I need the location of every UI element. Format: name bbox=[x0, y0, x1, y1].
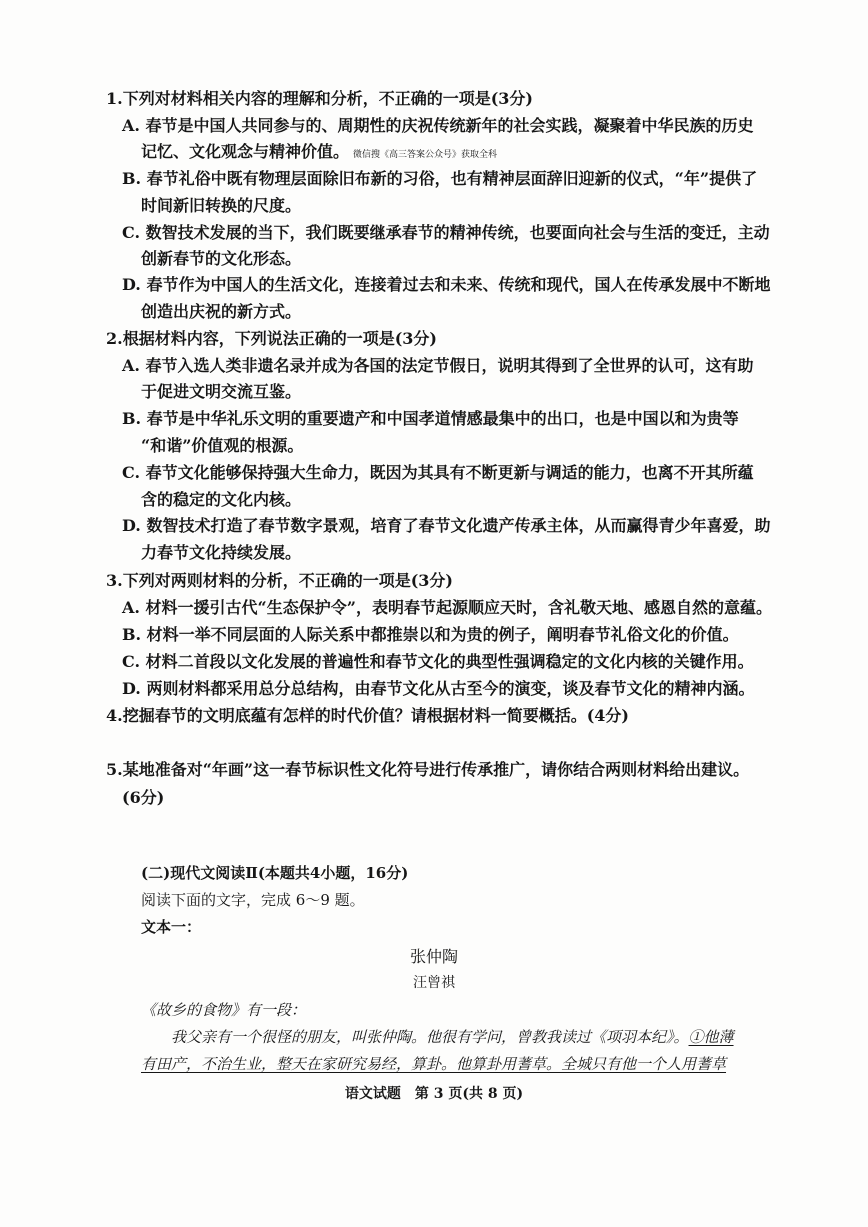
article-title: 张仲陶 bbox=[409, 947, 458, 966]
underlined-sentence-start: ①他薄 bbox=[688, 1028, 734, 1046]
q1-option-d-line2: 创造出庆祝的新方式。 bbox=[141, 302, 302, 321]
q1-option-c-line1: C. 数智技术发展的当下，我们既要继承春节的精神传统，也要面向社会与生活的变迁，主动 bbox=[122, 223, 770, 242]
article-author: 汪曾祺 bbox=[413, 975, 455, 991]
question-4-stem: 4.挖掘春节的文明底蕴有怎样的时代价值？请根据材料一简要概括。(4分) bbox=[106, 706, 629, 725]
q3-option-c: C. 材料二首段以文化发展的普遍性和春节文化的典型性强调稳定的文化内核的关键作用。 bbox=[122, 652, 754, 671]
q1-option-c-line2: 创新春节的文化形态。 bbox=[141, 249, 302, 268]
q2-option-b-line2: “和谐”价值观的根源。 bbox=[141, 436, 304, 455]
q2-option-b-line1: B. 春节是中华礼乐文明的重要遗产和中国孝道情感最集中的出口，也是中国以和为贵等 bbox=[122, 409, 739, 428]
question-5-stem-line1: 5.某地准备对“年画”这一春节标识性文化符号进行传承推广，请你结合两则材料给出建议。 bbox=[106, 760, 750, 779]
q1-option-a-line2 bbox=[141, 139, 497, 162]
section-instruction: 阅读下面的文字，完成 6～9 题。 bbox=[141, 891, 365, 909]
paragraph-line-1-text: 我父亲有一个很怪的朋友，叫张仲陶。他很有学问，曾教我读过《项羽本纪》。 bbox=[171, 1028, 689, 1046]
paragraph-line-1 bbox=[171, 1026, 734, 1047]
q2-option-d-line2: 力春节文化持续发展。 bbox=[141, 543, 302, 562]
question-1-stem: 1.下列对材料相关内容的理解和分析，不正确的一项是(3分) bbox=[106, 89, 533, 108]
q2-option-d-line1: D. 数智技术打造了春节数字景观，培育了春节文化遗产传承主体，从而赢得青少年喜爱，助 bbox=[122, 516, 771, 535]
q1-option-a-line1: A. 春节是中国人共同参与的、周期性的庆祝传统新年的社会实践，凝聚着中华民族的历史 bbox=[122, 116, 754, 135]
q1-option-b-line2: 时间新旧转换的尺度。 bbox=[141, 196, 302, 215]
q1-option-a-text: 记忆、文化观念与精神价值。 bbox=[141, 142, 350, 161]
q3-option-a: A. 材料一援引古代“生态保护令”，表明春节起源顺应天时，含礼敬天地、感恩自然的意蕴。 bbox=[122, 598, 772, 617]
q2-option-c-line2: 含的稳定的文化内核。 bbox=[141, 490, 302, 509]
q3-option-b: B. 材料一举不同层面的人际关系中都推崇以和为贵的例子，阐明春节礼俗文化的价值。 bbox=[122, 625, 739, 644]
question-3-stem: 3.下列对两则材料的分析，不正确的一项是(3分) bbox=[106, 571, 453, 590]
q2-option-a-line1: A. 春节入选人类非遗名录并成为各国的法定节假日，说明其得到了全世界的认可，这有助 bbox=[122, 356, 754, 375]
quote-intro: 《故乡的食物》有一段： bbox=[141, 1001, 307, 1019]
page-footer: 语文试题 第 3 页(共 8 页) bbox=[344, 1086, 524, 1102]
q1-option-d-line1: D. 春节作为中国人的生活文化，连接着过去和未来、传统和现代，国人在传承发展中不断地 bbox=[122, 275, 771, 294]
q3-option-d: D. 两则材料都采用总分总结构，由春节文化从古至今的演变，谈及春节文化的精神内涵。 bbox=[122, 679, 755, 698]
paragraph-line-2-underlined: 有田产，不治生业，整天在家研究易经，算卦。他算卦用蓍草。全城只有他一个人用蓍草 bbox=[141, 1055, 727, 1073]
q2-option-c-line1: C. 春节文化能够保持强大生命力，既因为其具有不断更新与调适的能力，也离不开其所蕴 bbox=[122, 463, 754, 482]
q1-option-b-line1: B. 春节礼俗中既有物理层面除旧布新的习俗，也有精神层面辞旧迎新的仪式，“年”提供了 bbox=[122, 169, 758, 188]
text-label: 文本一： bbox=[141, 918, 202, 936]
question-2-stem: 2.根据材料内容，下列说法正确的一项是(3分) bbox=[106, 329, 437, 348]
question-5-stem-line2: (6分) bbox=[122, 788, 165, 807]
q2-option-a-line2: 于促进文明交流互鉴。 bbox=[141, 382, 302, 401]
section-heading: (二)现代文阅读Ⅱ(本题共4小题，16分) bbox=[141, 864, 409, 882]
source-note: 微信搜《高三答案公众号》获取全科 bbox=[353, 150, 498, 160]
